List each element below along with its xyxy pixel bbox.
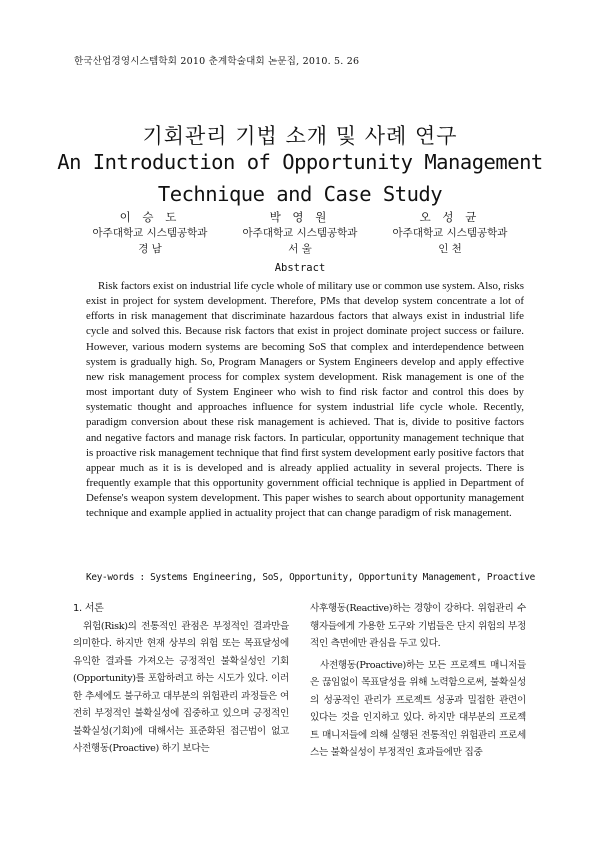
author-block: [220, 209, 380, 257]
body-column-left: [73, 600, 289, 758]
running-header: 한국산업경영시스템학회 2010 춘계학술대회 논문집, 2010. 5. 26: [74, 56, 360, 67]
body-paragraph: 위험(Risk)의 전통적인 관점은 부정적인 결과만을 의미한다. 하지만 현재 상부의 위험 또는 목표달성에 유익한 결과를 가져오는 긍정적인 불확실성인 기회(Opportunity)를 포함하려고 하는 시도가 있다. 이러한 추세에도 불구하고 대부분의 위험관리 과정들은 여전히 부정적인 불확실성에 집중하고 있으며 긍정적인 불확실성(기회)에 대해서는 표준화된 접근법이 없고 사전행동(Proactive) 하기 보다는: [73, 620, 289, 754]
author-name: 오 성 균: [419, 210, 481, 224]
body-paragraph: 사후행동(Reactive)하는 경향이 강하다. 위험관리 수행자들에게 가용한 도구와 기법들은 단지 위험의 부정적인 측면에만 관심을 두고 있다.: [310, 603, 526, 649]
author-affiliation: 아주대학교 시스템공학과: [242, 227, 358, 239]
author-name: 박 영 원: [269, 210, 331, 224]
abstract-heading: Abstract: [274, 262, 326, 274]
abstract-body: Risk factors exist on industrial life cycle whole of military use or common use system. Also, risks exist in project for system development. Therefore, PMs that develop system concentrate a lot of efforts in risk management that discriminate hazardous factors that always exist in industrial life cycle and solved this. Because risk factors that exist in project dominate project success or failure. However, various modern systems are becoming SoS that complex and interdependence between system is gradually high. So, Program Managers or System Engineers develop and apply effective new risk management process for complex system development. Risk management is one of the most important duty of System Engineer who wish to find risk factor and control this does by systematic thought and approaches influence for system industrial life cycle whole. Recently, paradigm conversion about these risk management is achieved. That is, divide to positive factors and negative factors and manage risk factors. In particular, opportunity management technique that is proactive risk management technique that find first system development early positive factors that appear much as it is is developed and is already applied actuality in several projects. There is frequently example that this opportunity government official technique is applied in Department of Defense's weapon system development. This paper wishes to search about opportunity management technique and example applied in actuality project that can change paradigm of risk management.: [86, 280, 524, 520]
section-heading: 1. 서론: [73, 603, 104, 614]
author-affiliation: 아주대학교 시스템공학과: [92, 227, 208, 239]
title-korean: 기회관리 기법 소개 및 사례 연구: [142, 124, 458, 148]
title-english-line1: An Introduction of Opportunity Management: [57, 150, 543, 174]
keywords-line: Key-words : Systems Engineering, SoS, Opportunity, Opportunity Management, Proactive: [86, 572, 535, 583]
author-block: [70, 209, 230, 257]
author-location: 서 울: [288, 243, 312, 255]
body-column-right: [310, 600, 526, 762]
author-block: [370, 209, 530, 257]
author-name: 이 승 도: [119, 210, 181, 224]
author-affiliation: 아주대학교 시스템공학과: [392, 227, 508, 239]
title-english-line2: Technique and Case Study: [157, 182, 443, 206]
author-location: 경 남: [138, 243, 162, 255]
author-location: 인 천: [438, 243, 462, 255]
body-paragraph: 사전행동(Proactive)하는 모든 프로젝트 매니저들은 끊임없이 목표달성을 위해 노력함으로써, 불확실성의 성공적인 관리가 프로젝트 성공과 밀접한 관련이 있다는 것을 인지하고 있다. 하지만 대부분의 프로젝트 매니저들에 의해 실행된 전통적인 위험관리 프로세스는 불확실성이 부정적인 효과들에만 집중: [310, 659, 526, 758]
